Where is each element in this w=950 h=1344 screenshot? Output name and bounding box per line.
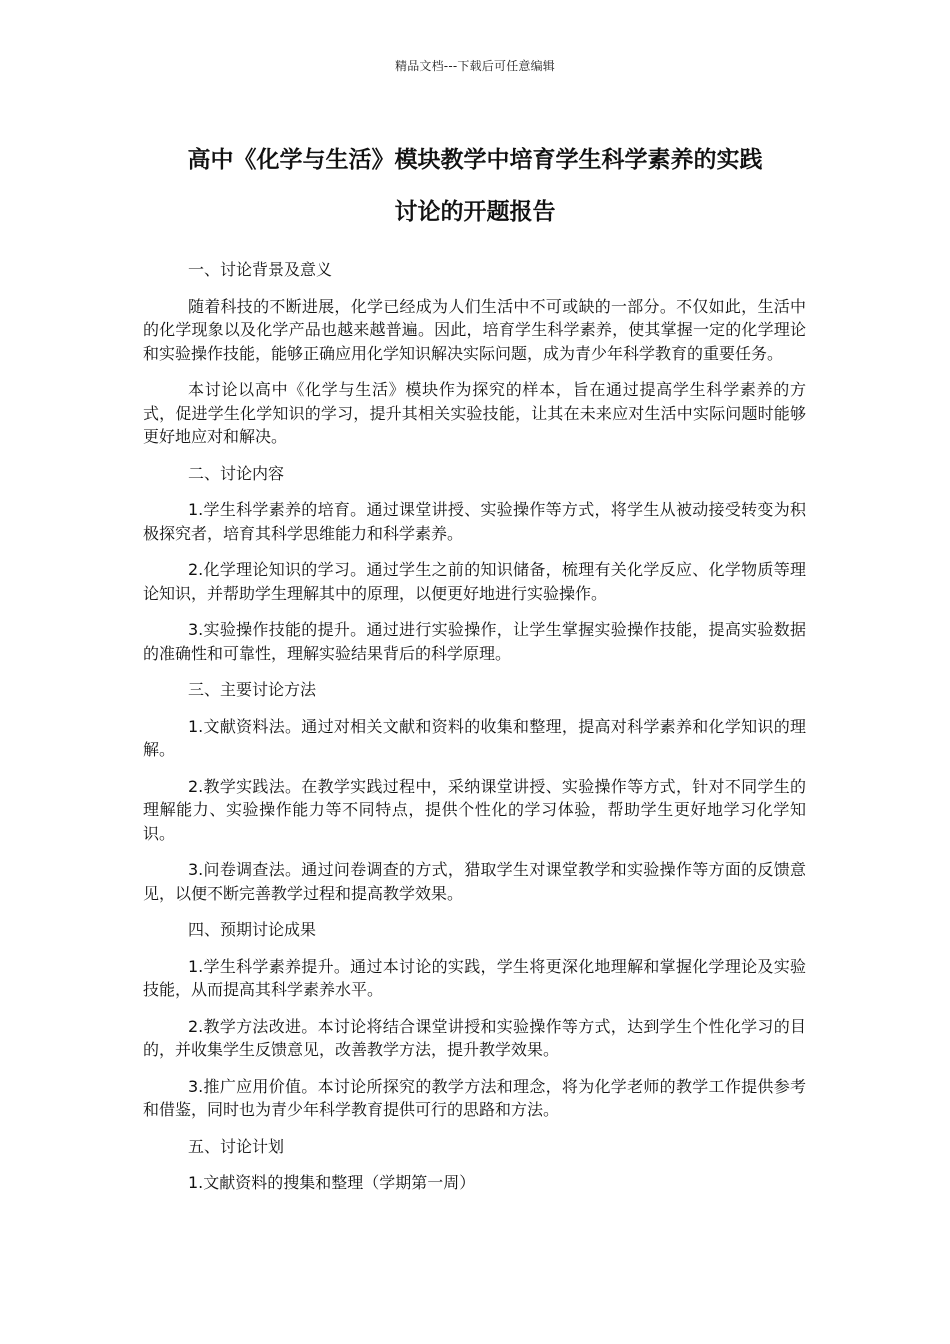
paragraph: 2.教学实践法。在教学实践过程中，采纳课堂讲授、实验操作等方式，针对不同学生的理解能力、实验操作能力等不同特点，提供个性化的学习体验，帮助学生更好地学习化学知识。 bbox=[143, 776, 806, 843]
section-heading-plan: 五、讨论计划 bbox=[188, 1136, 285, 1156]
paragraph: 3.问卷调查法。通过问卷调查的方式，猎取学生对课堂教学和实验操作等方面的反馈意见，以便不断完善教学过程和提高教学效果。 bbox=[143, 860, 806, 903]
paragraph: 随着科技的不断进展，化学已经成为人们生活中不可或缺的一部分。不仅如此，生活中的化学现象以及化学产品也越来越普遍。因此，培育学生科学素养，使其掌握一定的化学理论和实验操作技能，能够正确应用化学知识解决实际问题，成为青少年科学教育的重要任务。 bbox=[143, 296, 806, 363]
title-line-1: 高中《化学与生活》模块教学中培育学生科学素养的实践 bbox=[187, 147, 763, 173]
paragraph: 2.化学理论知识的学习。通过学生之前的知识储备，梳理有关化学反应、化学物质等理论知识，并帮助学生理解其中的原理，以便更好地进行实验操作。 bbox=[143, 560, 806, 603]
title-line-2: 讨论的开题报告 bbox=[394, 199, 556, 225]
paragraph: 1.文献资料法。通过对相关文献和资料的收集和整理，提高对科学素养和化学知识的理解。 bbox=[143, 716, 806, 759]
paragraph: 1.文献资料的搜集和整理（学期第一周） bbox=[188, 1173, 476, 1192]
paragraph: 3.实验操作技能的提升。通过进行实验操作，让学生掌握实验操作技能，提高实验数据的准确性和可靠性，理解实验结果背后的科学原理。 bbox=[143, 620, 806, 663]
section-heading-content: 二、讨论内容 bbox=[188, 463, 285, 483]
paragraph: 3.推广应用价值。本讨论所探究的教学方法和理念，将为化学老师的教学工作提供参考和借鉴，同时也为青少年科学教育提供可行的思路和方法。 bbox=[143, 1076, 806, 1119]
paragraph: 1.学生科学素养的培育。通过课堂讲授、实验操作等方式，将学生从被动接受转变为积极探究者，培育其科学思维能力和科学素养。 bbox=[143, 500, 806, 543]
paragraph: 1.学生科学素养提升。通过本讨论的实践，学生将更深化地理解和掌握化学理论及实验技能，从而提高其科学素养水平。 bbox=[143, 956, 806, 999]
section-heading-methods: 三、主要讨论方法 bbox=[188, 680, 317, 699]
document-body bbox=[143, 258, 806, 1208]
header-note: 精品文档---下载后可任意编辑 bbox=[395, 59, 555, 73]
paragraph: 2.教学方法改进。本讨论将结合课堂讲授和实验操作等方式，达到学生个性化学习的目的，并收集学生反馈意见，改善教学方法，提升教学效果。 bbox=[143, 1016, 806, 1059]
section-heading-background: 一、讨论背景及意义 bbox=[188, 260, 333, 279]
paragraph: 本讨论以高中《化学与生活》模块作为探究的样本，旨在通过提高学生科学素养的方式，促进学生化学知识的学习，提升其相关实验技能，让其在未来应对生活中实际问题时能够更好地应对和解决。 bbox=[143, 380, 806, 446]
section-heading-outcomes: 四、预期讨论成果 bbox=[188, 920, 317, 939]
document-title bbox=[140, 134, 810, 238]
